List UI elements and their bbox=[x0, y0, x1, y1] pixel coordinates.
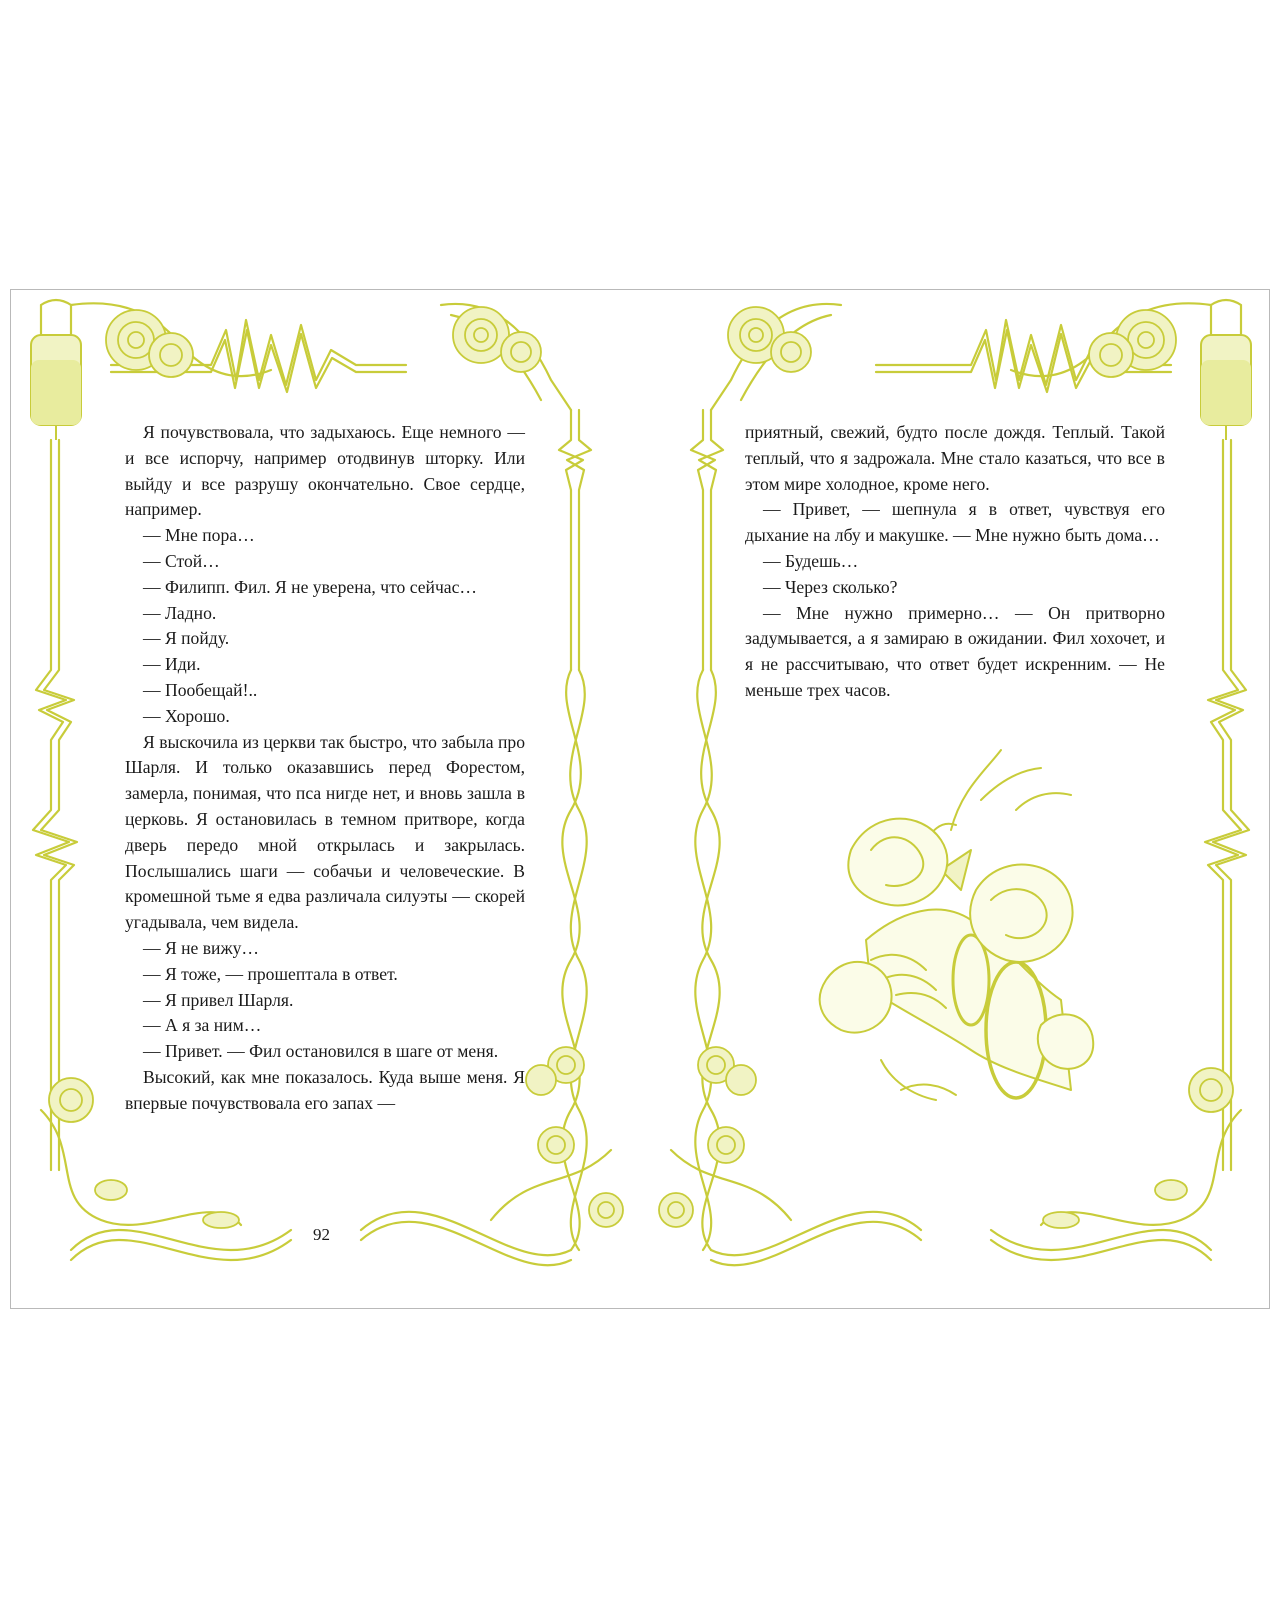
right-page bbox=[641, 290, 1271, 1308]
paragraph: — Мне пора… bbox=[143, 525, 255, 546]
paragraph: — Иди. bbox=[143, 654, 201, 675]
paragraph: приятный, свежий, будто после дождя. Теплый. Такой теплый, что я задрожала. Мне стало казаться, что все в этом мире холодное, кроме него. bbox=[745, 422, 1165, 494]
paragraph: Я выскочила из церкви так быстро, что забыла про Шарля. И только оказавшись перед Форестом, замерла, понимая, что пса нигде нет, и вновь зашла в церковь. Я остановилась в темном притворе, когда дверь передо мной открылась и закрылась. Послышались шаги — собачьи и человеческие. В кромешной тьме я едва различала силуэты — скорей угадывала, чем видела. bbox=[125, 731, 525, 933]
page-number: 92 bbox=[313, 1225, 330, 1244]
iv-drip-bag-icon bbox=[31, 335, 81, 440]
paragraph: Высокий, как мне показалось. Куда выше меня. Я впервые почувствовала его запах — bbox=[125, 1066, 525, 1113]
paragraph: — Будешь… bbox=[763, 550, 859, 571]
iv-drip-bag-icon bbox=[1201, 335, 1251, 440]
paragraph: — А я за ним… bbox=[143, 1015, 262, 1036]
paragraph: Я почувствовала, что задыхаюсь. Еще немного — и все испорчу, например отодвинув шторку. Или выйду и все разрушу окончательно. Свое сердце, например. bbox=[125, 422, 525, 520]
paragraph: — Ладно. bbox=[143, 602, 217, 623]
hand-with-peonies-illustration bbox=[820, 750, 1094, 1100]
paragraph: — Через сколько? bbox=[763, 576, 898, 597]
paragraph: — Я пойду. bbox=[143, 628, 230, 649]
paragraph: — Стой… bbox=[143, 550, 220, 571]
left-page bbox=[11, 290, 641, 1308]
book-spread bbox=[10, 289, 1270, 1309]
paragraph: — Привет, — шепнула я в ответ, чувствуя его дыхание на лбу и макушке. — Мне нужно быть дома… bbox=[745, 499, 1165, 546]
paragraph: — Привет. — Фил остановился в шаге от меня. bbox=[143, 1041, 499, 1062]
paragraph: — Я тоже, — прошептала в ответ. bbox=[143, 963, 398, 984]
paragraph: — Я привел Шарля. bbox=[143, 989, 294, 1010]
paragraph: — Мне нужно примерно… — Он притворно задумывается, а я замираю в ожидании. Фил хохочет, и я не рассчитываю, что ответ будет искренним. — Не меньше трех часов. bbox=[745, 602, 1165, 700]
paragraph: — Филипп. Фил. Я не уверена, что сейчас… bbox=[143, 576, 478, 597]
paragraph: — Пообещай!.. bbox=[143, 679, 258, 700]
right-page-text bbox=[745, 420, 1165, 704]
left-page-text bbox=[125, 420, 525, 1117]
paragraph: — Хорошо. bbox=[143, 705, 230, 726]
paragraph: — Я не вижу… bbox=[143, 937, 260, 958]
